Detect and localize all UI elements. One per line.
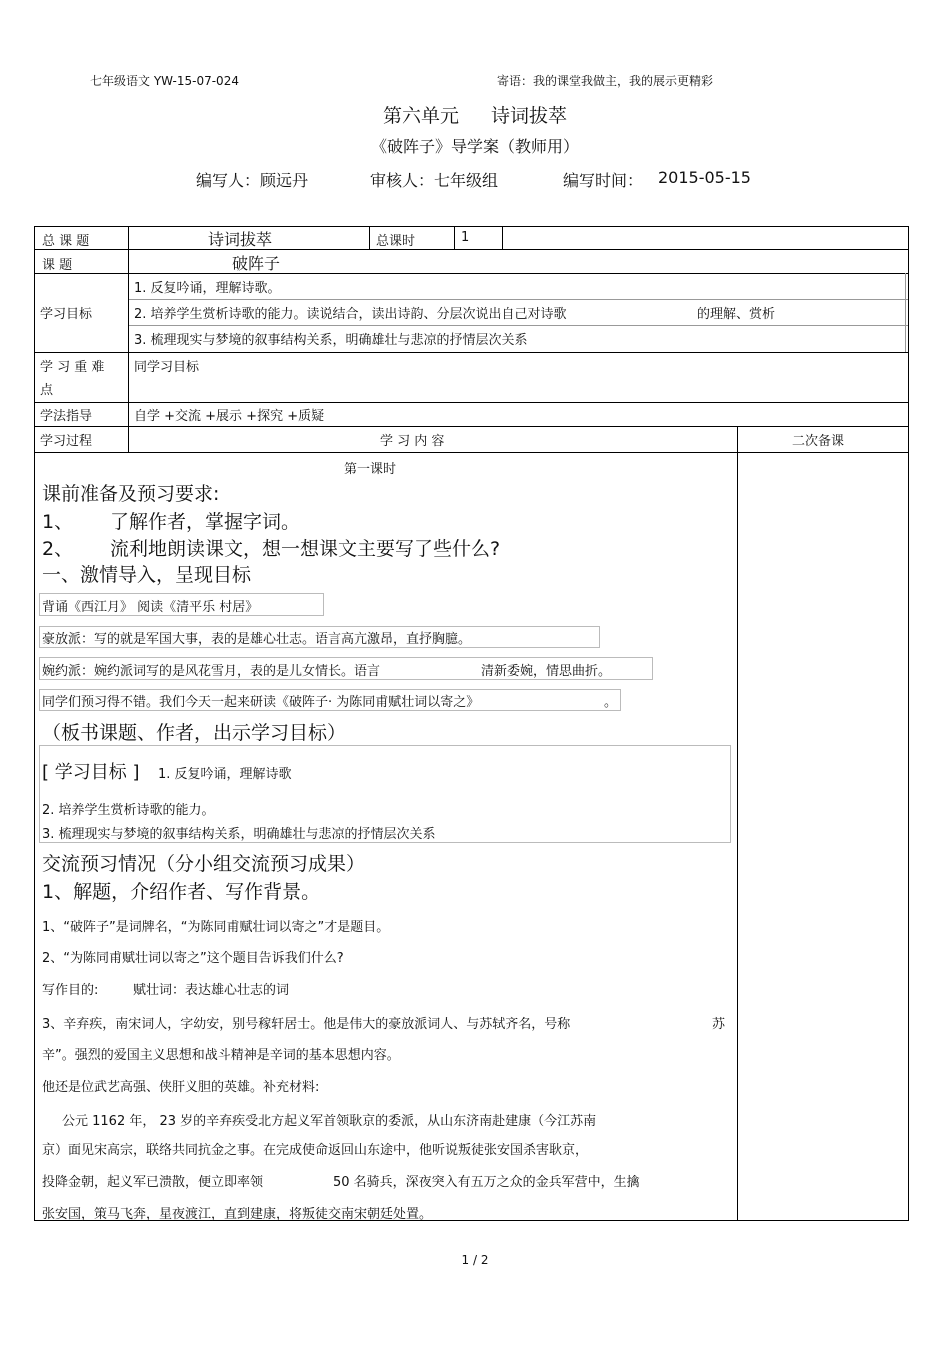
- goal-3: 3. 梳理现实与梦境的叙事结构关系，明确雄壮与悲凉的抒情层次关系: [42, 827, 436, 842]
- para-6: 他还是位武艺高强、侠肝义胆的英雄。补充材料:: [42, 1080, 320, 1095]
- para-2: 2、“为陈同甫赋壮词以寄之”这个题目告诉我们什么?: [42, 951, 344, 966]
- prep-label: 二次备课: [792, 434, 845, 449]
- lesson-label: 课 题: [42, 258, 73, 273]
- topic-label: 总 课 题: [42, 234, 90, 249]
- goal-row-2-tail: 的理解、赏析: [697, 307, 776, 322]
- para-8: 京）面见宋高宗，联络共同抗金之事。在完成使命返回山东途中，他听说叛徒张安国杀害耿京，: [42, 1143, 589, 1158]
- goals-bracket: [ 学习目标 ]: [42, 762, 140, 783]
- para-5: 辛”。强烈的爱国主义思想和战斗精神是辛词的基本思想内容。: [42, 1048, 400, 1063]
- pre-item-1-num: 1、: [42, 511, 74, 533]
- para-4-tail: 苏: [712, 1017, 726, 1032]
- pre-item-2-num: 2、: [42, 538, 74, 560]
- board-note: （板书课题、作者，出示学习目标）: [42, 722, 347, 744]
- goal-2: 2. 培养学生赏析诗歌的能力。: [42, 803, 215, 818]
- study-text-a: 同学们预习得不错。我们今天一起来研读《破阵子· 为陈同甫赋壮词以寄之》: [42, 695, 480, 710]
- difficulty-label-1: 学 习 重 难: [40, 360, 105, 375]
- goal-row-3: 3. 梳理现实与梦境的叙事结构关系，明确雄壮与悲凉的抒情层次关系: [134, 333, 528, 348]
- para-7: 公元 1162 年， 23 岁的辛弃疾受北方起义军首领耿京的委派，从山东济南赴建康（今江苏南: [62, 1114, 597, 1129]
- wanyue-text-a: 婉约派：婉约派词写的是风花雪月，表的是儿女情长。语言: [42, 664, 381, 679]
- topic-value: 诗词拔萃: [208, 230, 273, 249]
- goal-1: 1. 反复吟诵，理解诗歌: [158, 767, 292, 782]
- para-9b: 50 名骑兵，深夜突入有五万之众的金兵军营中，生擒: [333, 1175, 640, 1190]
- page-number: 1 / 2: [461, 1253, 489, 1267]
- hours-value: 1: [461, 230, 470, 245]
- pre-heading: 课前准备及预习要求:: [42, 483, 220, 505]
- para-9a: 投降金朝，起义军已溃散，便立即率领: [42, 1175, 264, 1190]
- date-label: 编写时间：: [563, 171, 644, 190]
- goal-row-1: 1. 反复吟诵，理解诗歌。: [134, 281, 281, 296]
- title-explain-heading: 1、解题，介绍作者、写作背景。: [42, 881, 321, 903]
- haofang-text: 豪放派：写的就是军国大事，表的是雄心壮志。语言高亢激昂，直抒胸臆。: [42, 632, 472, 647]
- difficulty-label-2: 点: [40, 383, 54, 398]
- hours-label: 总课时: [376, 234, 416, 249]
- content-label: 学 习 内 容: [380, 434, 445, 449]
- difficulty-value: 同学习目标: [134, 360, 200, 375]
- study-text-b: 。: [604, 695, 618, 710]
- para-4: 3、辛弃疾，南宋词人，字幼安，别号稼轩居士。他是伟大的豪放派词人、与苏轼齐名，号称: [42, 1017, 571, 1032]
- para-3-text: 赋壮词：表达雄心壮志的词: [133, 983, 290, 998]
- header-right: 寄语：我的课堂我做主，我的展示更精彩: [497, 74, 714, 88]
- author-label: 编写人：顾远丹: [196, 171, 309, 190]
- para-3-label: 写作目的:: [42, 983, 99, 998]
- method-value: 自学 +交流 +展示 +探究 +质疑: [134, 409, 325, 424]
- reviewer-label: 审核人：七年级组: [370, 171, 499, 190]
- goal-row-2: 2. 培养学生赏析诗歌的能力。读说结合，读出诗韵、分层次说出自己对诗歌: [134, 307, 567, 322]
- exchange-heading: 交流预习情况（分小组交流预习成果）: [42, 853, 366, 875]
- page-subtitle: 《破阵子》导学案（教师用）: [370, 137, 579, 156]
- page-title: [0, 101, 950, 128]
- period-label: 第一课时: [344, 462, 397, 477]
- method-label: 学法指导: [40, 409, 93, 424]
- lesson-value: 破阵子: [232, 254, 281, 273]
- para-1: 1、“破阵子”是词牌名，“为陈同甫赋壮词以寄之”才是题目。: [42, 920, 390, 935]
- pre-item-2: 流利地朗读课文，想一想课文主要写了些什么?: [110, 538, 501, 560]
- unit-title: 第六单元: [382, 105, 459, 127]
- wanyue-text-b: 清新委婉，情思曲折。: [481, 664, 612, 679]
- header-left: 七年级语文 YW-15-07-024: [90, 74, 239, 88]
- para-10: 张安国，策马飞奔，星夜渡江，直到建康，将叛徒交南宋朝廷处置。: [42, 1207, 433, 1222]
- date-value: 2015-05-15: [658, 168, 751, 187]
- goals-label: 学习目标: [40, 307, 93, 322]
- process-label: 学习过程: [40, 434, 93, 449]
- section-1-heading: 一、激情导入，呈现目标: [42, 564, 252, 586]
- topic-title: 诗词拔萃: [491, 105, 568, 127]
- recite-text: 背诵《西江月》 阅读《清平乐 村居》: [42, 600, 259, 615]
- pre-item-1: 了解作者，掌握字词。: [110, 511, 301, 533]
